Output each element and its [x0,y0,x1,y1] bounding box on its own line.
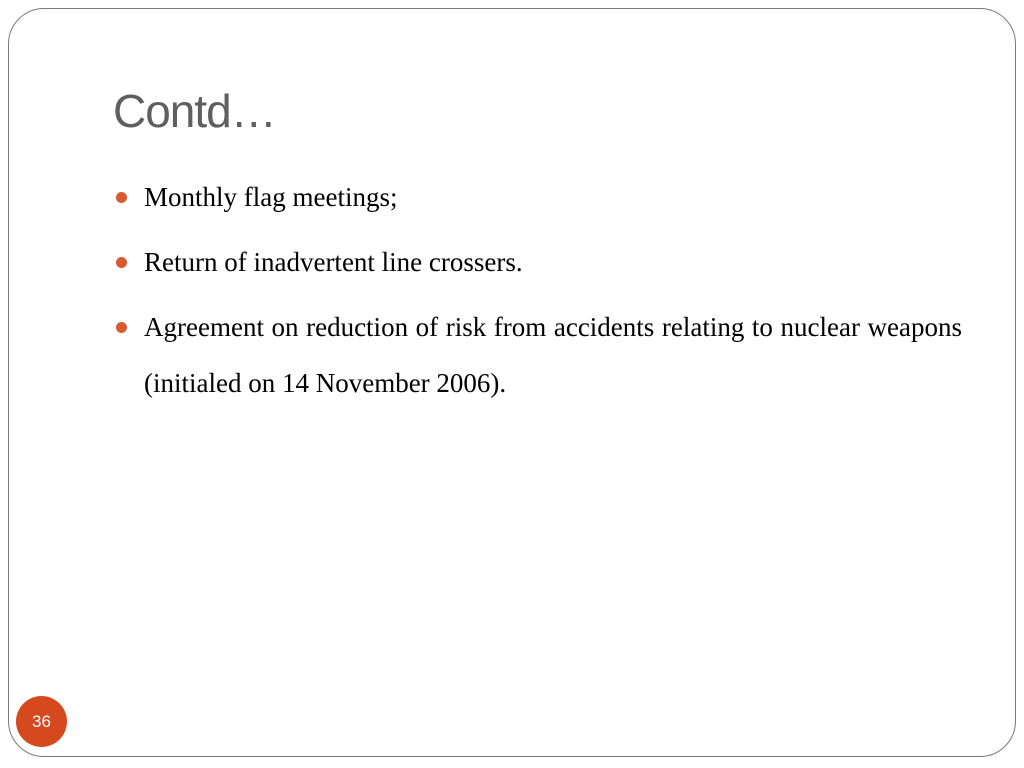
bullet-list [114,178,962,438]
bullet-text: Agreement on reduction of risk from accidents relating to nuclear weapons (initialed on 14 November 2006). [144,312,962,398]
page-number: 36 [32,711,51,731]
list-item [114,178,962,216]
bullet-text: Return of inadvertent line crossers. [144,247,523,277]
page-number-badge [16,696,67,747]
bullet-text: Monthly flag meetings; [144,182,398,212]
bullet-dot-icon [116,322,127,333]
bullet-dot-icon [116,192,127,203]
list-item [114,299,962,411]
slide-title: Contd… [113,85,276,137]
bullet-dot-icon [116,257,127,268]
list-item [114,243,962,281]
